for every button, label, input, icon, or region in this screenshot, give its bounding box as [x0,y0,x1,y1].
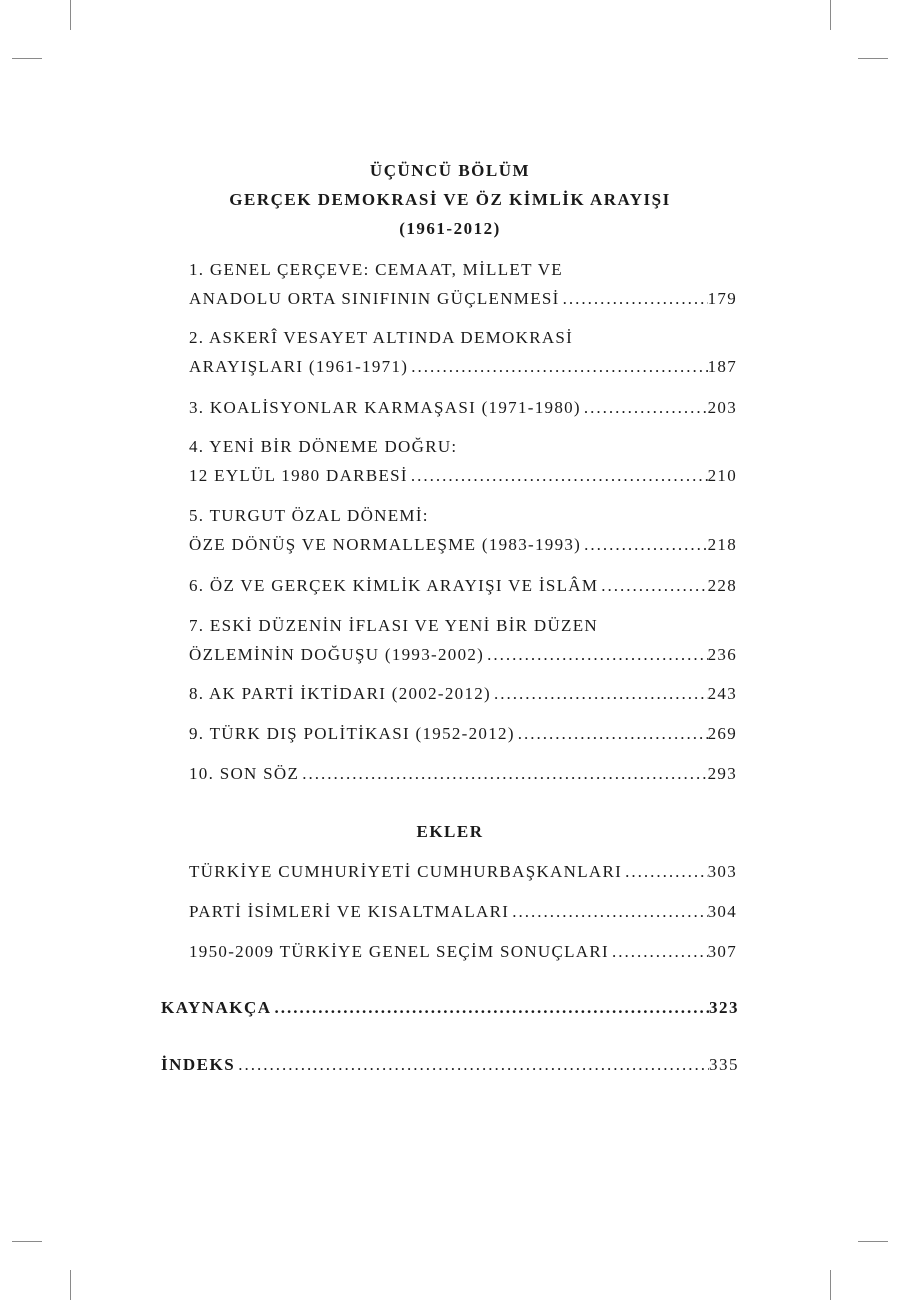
toc-entry-leader [189,576,737,596]
toc-entry-line2: ÖZLEMİNİN DOĞUŞU (1993-2002) [189,645,485,664]
crop-mark [830,0,831,30]
toc-entry-text: 8. AK PARTİ İKTİDARI (2002-2012) [189,684,492,703]
toc-entry-text: 10. SON SÖZ [189,764,300,783]
page-number: 335 [709,1055,739,1074]
toc-entry-leader [189,466,737,486]
toc-entry-line1: 1. GENEL ÇERÇEVE: CEMAAT, MİLLET VE [189,260,563,279]
toc-entry-leader [189,357,737,377]
chapter-label: ÜÇÜNCÜ BÖLÜM [369,161,531,180]
dot-leader [622,862,708,882]
toc-entry-leader [189,862,737,882]
toc-entry-leader [161,1055,739,1075]
toc-entry-line2: ARAYIŞLARI (1961-1971) [189,357,409,376]
toc-entry-line1: 4. YENİ BİR DÖNEME DOĞRU: [189,437,458,456]
toc-entry-line1: 2. ASKERÎ VESAYET ALTINDA DEMOKRASİ [189,328,574,347]
toc-entry-leader [189,535,737,555]
dot-leader [581,535,707,555]
dot-leader [408,466,708,486]
toc-entry-text: 9. TÜRK DIŞ POLİTİKASI (1952-2012) [189,724,515,743]
toc-entry-line2: ÖZE DÖNÜŞ VE NORMALLEŞME (1983-1993) [189,535,582,554]
page-number: 187 [707,357,737,376]
toc-entry-leader [161,998,739,1018]
bibliography-label: KAYNAKÇA [161,998,272,1017]
chapter-years: (1961-2012) [399,219,501,238]
page-number: 303 [707,862,737,881]
page-number: 243 [707,684,737,703]
crop-mark [70,1270,71,1300]
crop-mark [12,1241,42,1242]
appendix-title: EKLER [416,822,484,841]
toc-entry-leader [189,684,737,704]
page-number: 228 [707,576,737,595]
toc-entry-leader [189,645,737,665]
crop-mark [830,1270,831,1300]
page-number: 269 [707,724,737,743]
page-number: 323 [709,998,739,1017]
page-number: 203 [707,398,737,417]
toc-entry-line1: 7. ESKİ DÜZENİN İFLASI VE YENİ BİR DÜZEN [189,616,598,635]
appendix-entry-text: TÜRKİYE CUMHURİYETİ CUMHURBAŞKANLARI [189,862,623,881]
dot-leader [484,645,707,665]
page-number: 218 [707,535,737,554]
toc-entry-leader [189,398,737,418]
toc-entry-line1: 5. TURGUT ÖZAL DÖNEMİ: [189,506,429,525]
appendix-entry-text: PARTİ İSİMLERİ VE KISALTMALARI [189,902,510,921]
chapter-title: GERÇEK DEMOKRASİ VE ÖZ KİMLİK ARAYIŞI [229,190,671,209]
toc-entry-line2: 12 EYLÜL 1980 DARBESİ [189,466,408,485]
page-number: 307 [707,942,737,961]
toc-entry-leader [189,289,737,309]
dot-leader [509,902,707,922]
crop-mark [12,58,42,59]
toc-entry-leader [189,764,737,784]
page-number: 304 [707,902,737,921]
dot-leader [491,684,708,704]
dot-leader [515,724,708,744]
appendix-entry-text: 1950-2009 TÜRKİYE GENEL SEÇİM SONUÇLARI [189,942,609,961]
page-number: 293 [707,764,737,783]
page-number: 210 [707,466,737,485]
dot-leader [235,1055,709,1075]
crop-mark [858,58,888,59]
page-number: 179 [707,289,737,308]
toc-entry-text: 6. ÖZ VE GERÇEK KİMLİK ARAYIŞI VE İSLÂM [189,576,599,595]
index-label: İNDEKS [161,1055,236,1074]
page-number: 236 [707,645,737,664]
toc-entry-line2: ANADOLU ORTA SINIFININ GÜÇLENMESİ [189,289,560,308]
dot-leader [299,764,707,784]
toc-entry-leader [189,724,737,744]
toc-entry-text: 3. KOALİSYONLAR KARMAŞASI (1971-1980) [189,398,581,417]
crop-mark [858,1241,888,1242]
dot-leader [598,576,707,596]
toc-entry-leader [189,942,737,962]
dot-leader [408,357,707,377]
toc-entry-leader [189,902,737,922]
dot-leader [560,289,708,309]
dot-leader [272,998,709,1018]
dot-leader [581,398,708,418]
crop-mark [70,0,71,30]
dot-leader [609,942,708,962]
